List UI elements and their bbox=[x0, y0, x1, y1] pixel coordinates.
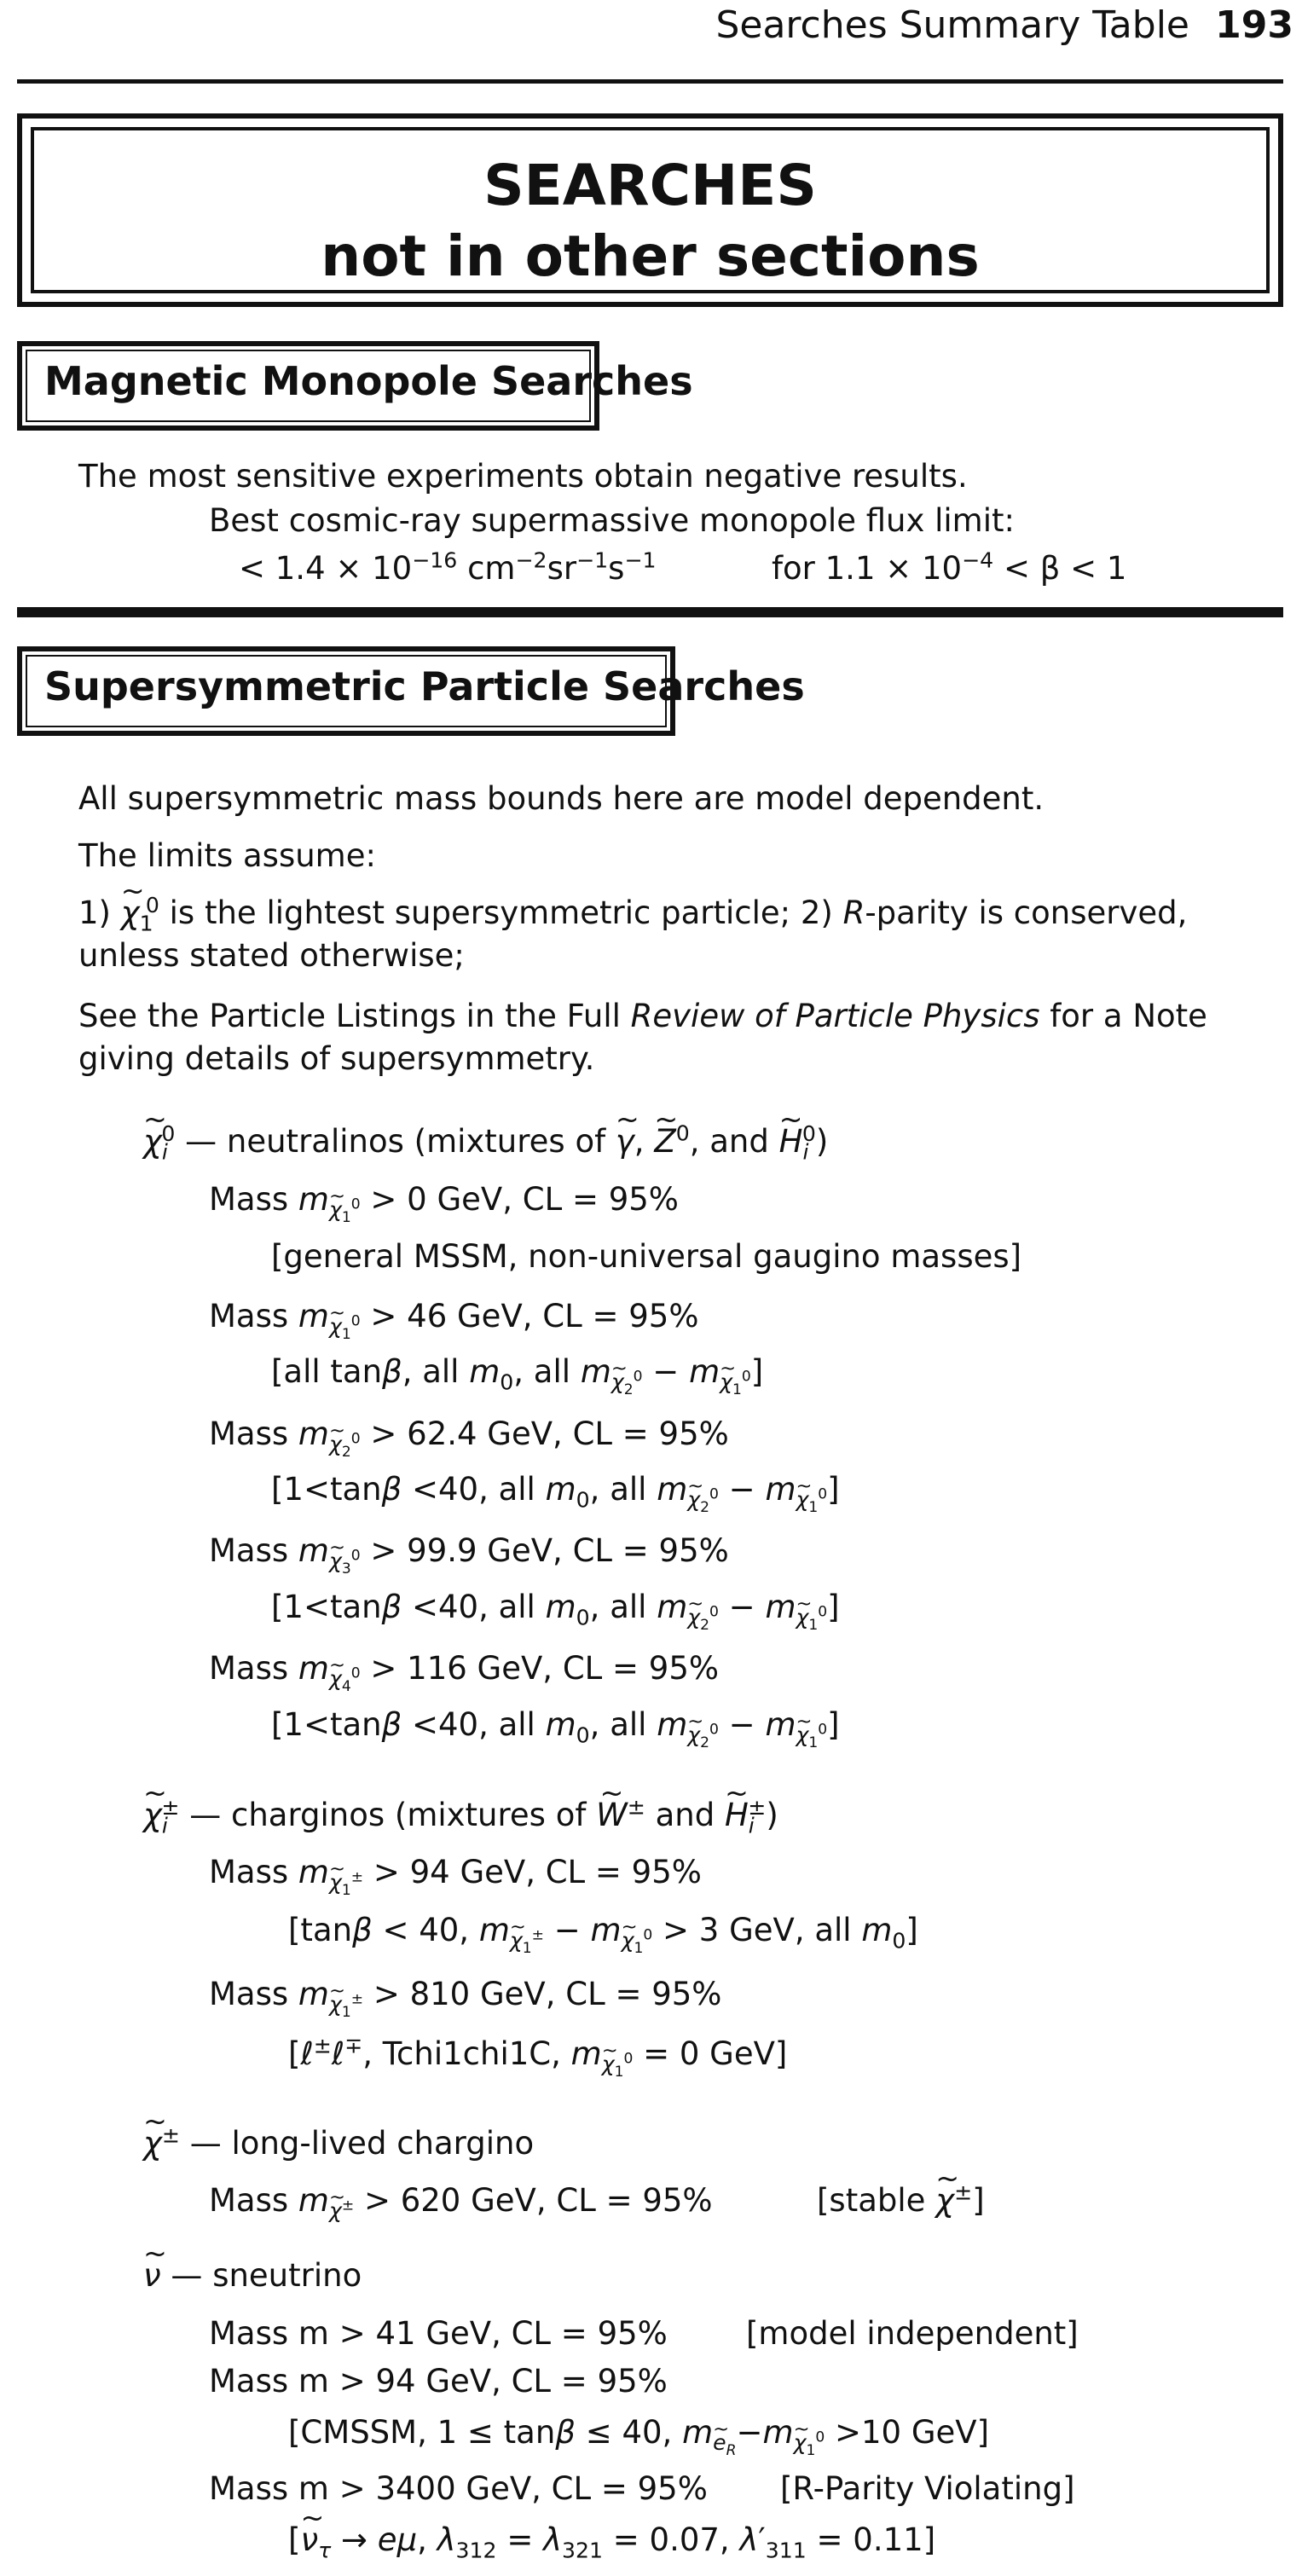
neutralino-1-limit-b: Mass $m_{\chi_1^0} > 46$ GeV, CL = 95% bbox=[209, 1298, 699, 1344]
susy-para-1: All supersymmetric mass bounds here are model dependent. bbox=[78, 780, 1044, 817]
chargino-1b-limit: Mass $m_{\chi_1^\pm} > 810$ GeV, CL = 95% bbox=[209, 1976, 722, 2022]
susy-heading: Supersymmetric Particle Searches bbox=[44, 663, 805, 709]
sneutrino-limit-3: Mass m > 3400 GeV, CL = 95% bbox=[209, 2470, 708, 2507]
chargino-1-condition: [tanβ < 40, $m_{\chi_1^\pm} - m_{\chi_1^0} > 3$ GeV, all $m_0$] bbox=[288, 1912, 918, 1958]
susy-para-4-cont: giving details of supersymmetry. bbox=[78, 1040, 595, 1077]
sneutrino-heading: ~ ν — sneutrino bbox=[143, 2260, 362, 2291]
susy-para-2: The limits assume: bbox=[78, 837, 376, 874]
neutralino-4-limit: Mass $m_{\chi_4^0} > 116$ GeV, CL = 95% bbox=[209, 1650, 720, 1696]
monopole-flux-limit: < $1.4 \times 10^{-16}$ $cm^{-2}sr^{-1}s^{-1}$ bbox=[239, 547, 657, 587]
monopole-heading-box bbox=[17, 341, 693, 431]
sneutrino-limit-3-process: [~ $\nu_\tau \to e\mu$, $\lambda_{312} = \lambda_{321} = 0.07$, $\lambda'_{311} = 0.11$] bbox=[288, 2524, 935, 2556]
chargino-1-limit: Mass $m_{\chi_1^\pm} > 94$ GeV, CL = 95% bbox=[209, 1854, 702, 1900]
banner-subtitle: not in other sections bbox=[321, 223, 980, 289]
monopole-line-2: Best cosmic-ray supermassive monopole flux limit: bbox=[209, 502, 1015, 539]
neutralino-1-condition: [general MSSM, non-universal gaugino masses] bbox=[271, 1238, 1022, 1275]
monopole-line-1: The most sensitive experiments obtain negative results. bbox=[78, 458, 968, 495]
susy-para-4: See the Particle Listings in the Full Review of Particle Physics for a Note bbox=[78, 998, 1207, 1034]
neutralino-1b-condition: [all tanβ, all $m_0$, all $m_{\chi_2^0} - m_{\chi_1^0}$] bbox=[271, 1353, 764, 1399]
chargino-1b-condition: [ℓ±ℓ∓, Tchi1chi1C, $m_{\chi_1^0} = 0$ GeV] bbox=[288, 2033, 788, 2081]
neutralino-3-limit: Mass $m_{\chi_3^0} > 99.9$ GeV, CL = 95% bbox=[209, 1532, 729, 1578]
neutralino-heading: ~ $\chi_i^0$ — neutralinos (mixtures of ~ γ, ~ $Z^0$, and ~ $H_i^0$) bbox=[143, 1126, 828, 1157]
neutralino-1-limit: Mass $m_{\chi_1^0} > 0$ GeV, CL = 95% bbox=[209, 1181, 679, 1227]
page-number: 193 bbox=[1215, 3, 1293, 47]
sneutrino-limit-1-condition: [model independent] bbox=[746, 2315, 1079, 2352]
sneutrino-limit-2-condition: [CMSSM, 1 ≤ tanβ ≤ 40, $m_{e_R}-m_{\chi_1^0} >10$ GeV] bbox=[288, 2414, 990, 2460]
section-banner bbox=[17, 113, 1283, 307]
susy-para-3: 1) ~ $\chi_1^0$ is the lightest supersymmetric particle; 2) R-parity is conserved, bbox=[78, 897, 1187, 929]
neutralino-2-limit: Mass $m_{\chi_2^0} > 62.4$ GeV, CL = 95% bbox=[209, 1415, 729, 1462]
monopole-beta-range: for $1.1 \times 10^{-4} < \beta < 1$ bbox=[772, 547, 1127, 587]
neutralino-3-condition: [1<tanβ <40, all $m_0$, all $m_{\chi_2^0} - m_{\chi_1^0}$] bbox=[271, 1589, 840, 1635]
sneutrino-limit-3-condition: [R-Parity Violating] bbox=[780, 2470, 1075, 2507]
longlived-chargino-limit: Mass $m_{\chi^\pm} > 620$ GeV, CL = 95% bbox=[209, 2182, 713, 2224]
header-rule bbox=[17, 79, 1283, 84]
neutralino-2-condition: [1<tanβ <40, all $m_0$, all $m_{\chi_2^0} - m_{\chi_1^0}$] bbox=[271, 1471, 840, 1517]
neutralino-4-condition: [1<tanβ <40, all $m_0$, all $m_{\chi_2^0} - m_{\chi_1^0}$] bbox=[271, 1706, 840, 1752]
running-header-title: Searches Summary Table bbox=[715, 3, 1189, 47]
longlived-chargino-condition: [stable ~ χ±] bbox=[817, 2185, 985, 2216]
sneutrino-limit-2: Mass m > 94 GeV, CL = 95% bbox=[209, 2363, 668, 2399]
susy-heading-box bbox=[17, 646, 805, 736]
banner-title: SEARCHES bbox=[483, 153, 817, 218]
sneutrino-limit-1: Mass m > 41 GeV, CL = 95% bbox=[209, 2315, 668, 2352]
susy-para-3-cont: unless stated otherwise; bbox=[78, 937, 465, 974]
longlived-chargino-heading: ~ χ± — long-lived chargino bbox=[143, 2127, 534, 2159]
chargino-heading: ~ $\chi_i^\pm$ — charginos (mixtures of ~ W± and ~ $H_i^\pm$) bbox=[143, 1799, 778, 1831]
monopole-heading: Magnetic Monopole Searches bbox=[44, 358, 693, 404]
section-divider bbox=[17, 607, 1283, 617]
